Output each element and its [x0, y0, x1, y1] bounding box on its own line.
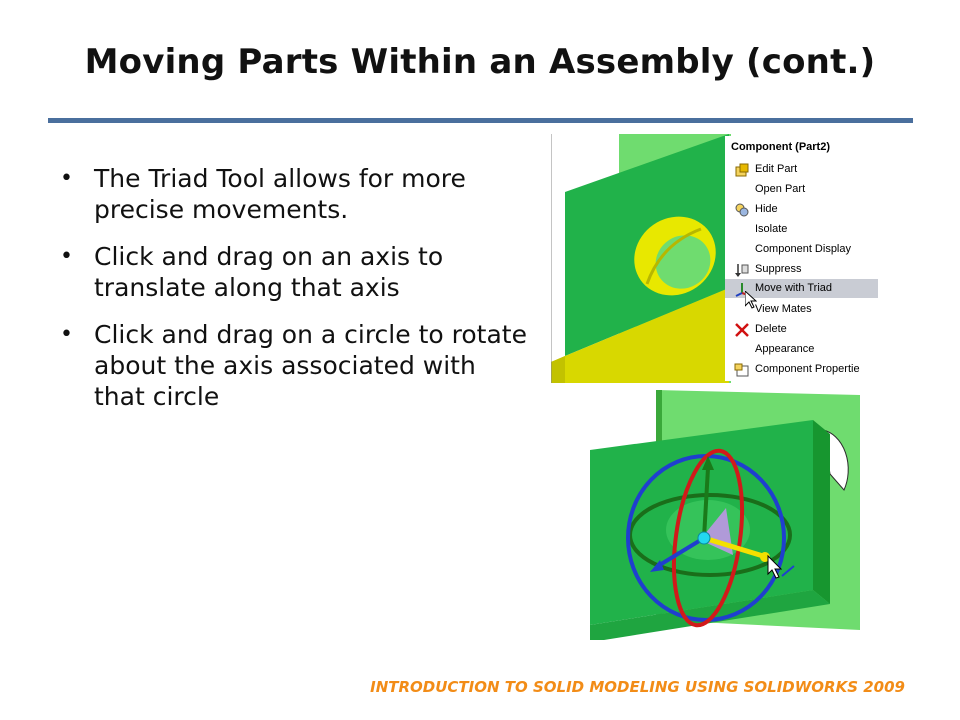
triad-tool-screenshot	[568, 390, 866, 640]
menu-item-delete[interactable]	[725, 320, 878, 339]
bullet-item	[58, 163, 528, 225]
bullet-text: The Triad Tool allows for more precise movements.	[94, 164, 466, 224]
bullet-dot-icon: •	[60, 166, 73, 191]
menu-item-component-display[interactable]	[725, 240, 878, 259]
title-underline	[48, 118, 913, 123]
menu-item-label: Appearance	[755, 343, 815, 355]
mouse-cursor-icon	[745, 291, 757, 309]
menu-item-label: Open Part	[755, 183, 806, 195]
delete-icon	[734, 322, 750, 338]
footer-course-title: INTRODUCTION TO SOLID MODELING USING SOLIDWORKS 2009	[370, 678, 905, 696]
menu-item-open-part[interactable]	[725, 180, 878, 199]
menu-item-label: Hide	[755, 203, 778, 215]
context-menu	[725, 136, 878, 381]
hide-icon	[734, 202, 750, 218]
bullet-dot-icon: •	[60, 244, 73, 269]
bullet-list	[58, 163, 528, 428]
menu-item-label: Component Propertie	[755, 363, 860, 375]
edit-part-icon	[734, 162, 750, 178]
menu-item-label: View Mates	[755, 303, 812, 315]
bullet-text: Click and drag on an axis to translate along that axis	[94, 242, 444, 302]
bullet-text: Click and drag on a circle to rotate about the axis associated with that circle	[94, 320, 527, 411]
menu-item-appearance[interactable]	[725, 340, 878, 359]
bullet-item	[58, 241, 528, 303]
menu-item-suppress[interactable]	[725, 260, 878, 279]
menu-item-label: Component Display	[755, 243, 851, 255]
properties-icon	[734, 362, 750, 378]
menu-item-hide[interactable]	[725, 200, 878, 219]
menu-header: Component (Part2)	[731, 141, 830, 153]
menu-item-label: Delete	[755, 323, 787, 335]
menu-item-label: Suppress	[755, 263, 802, 275]
menu-item-label: Isolate	[755, 223, 788, 235]
bullet-dot-icon: •	[60, 322, 73, 347]
menu-item-edit-part[interactable]	[725, 160, 878, 179]
suppress-icon	[734, 262, 750, 278]
slide-title: Moving Parts Within an Assembly (cont.)	[84, 42, 876, 82]
menu-item-component-properties[interactable]	[725, 360, 878, 379]
menu-item-label: Move with Triad	[755, 282, 833, 294]
bullet-item	[58, 319, 528, 412]
menu-item-label: Edit Part	[755, 163, 798, 175]
menu-item-isolate[interactable]	[725, 220, 878, 239]
